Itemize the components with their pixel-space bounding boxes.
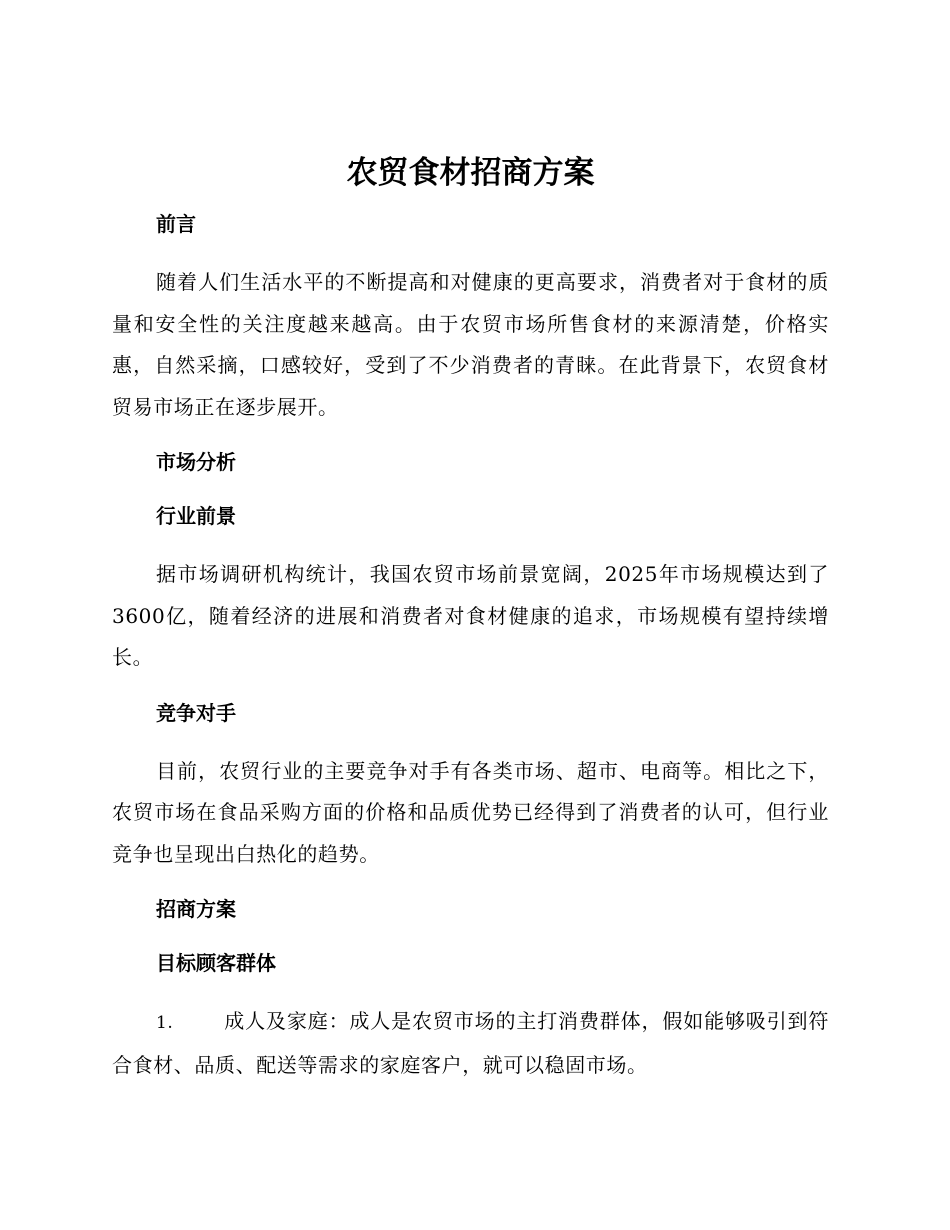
paragraph-preface: 随着人们生活水平的不断提高和对健康的更高要求，消费者对于食材的质量和安全性的关注度越来越高。由于农贸市场所售食材的来源清楚，价格实惠，自然采摘，口感较好，受到了不少消费者的青睐。在此背景下，农贸食材贸易市场正在逐步展开。: [112, 270, 829, 419]
section-heading-plan: 招商方案: [156, 897, 236, 921]
section-heading-outlook: 行业前景: [156, 504, 236, 528]
list-item-number: 1.: [156, 1013, 174, 1033]
section-heading-preface: 前言: [156, 212, 196, 236]
list-item: [112, 1001, 829, 1086]
section-heading-market: 市场分析: [156, 450, 236, 474]
list-item-text: 成人及家庭：成人是农贸市场的主打消费群体，假如能够吸引到符合食材、品质、配送等需求的家庭客户，就可以稳固市场。: [112, 1009, 829, 1077]
document-title: 农贸食材招商方案: [346, 155, 595, 191]
paragraph-competition: 目前，农贸行业的主要竞争对手有各类市场、超市、电商等。相比之下，农贸市场在食品采购方面的价格和品质优势已经得到了消费者的认可，但行业竞争也呈现出白热化的趋势。: [112, 758, 829, 866]
section-heading-competition: 竞争对手: [156, 700, 236, 725]
paragraph-outlook: 据市场调研机构统计，我国农贸市场前景宽阔，2025年市场规模达到了3600亿，随着经济的进展和消费者对食材健康的追求，市场规模有望持续增长。: [112, 562, 829, 669]
section-heading-target: 目标顾客群体: [156, 951, 276, 975]
